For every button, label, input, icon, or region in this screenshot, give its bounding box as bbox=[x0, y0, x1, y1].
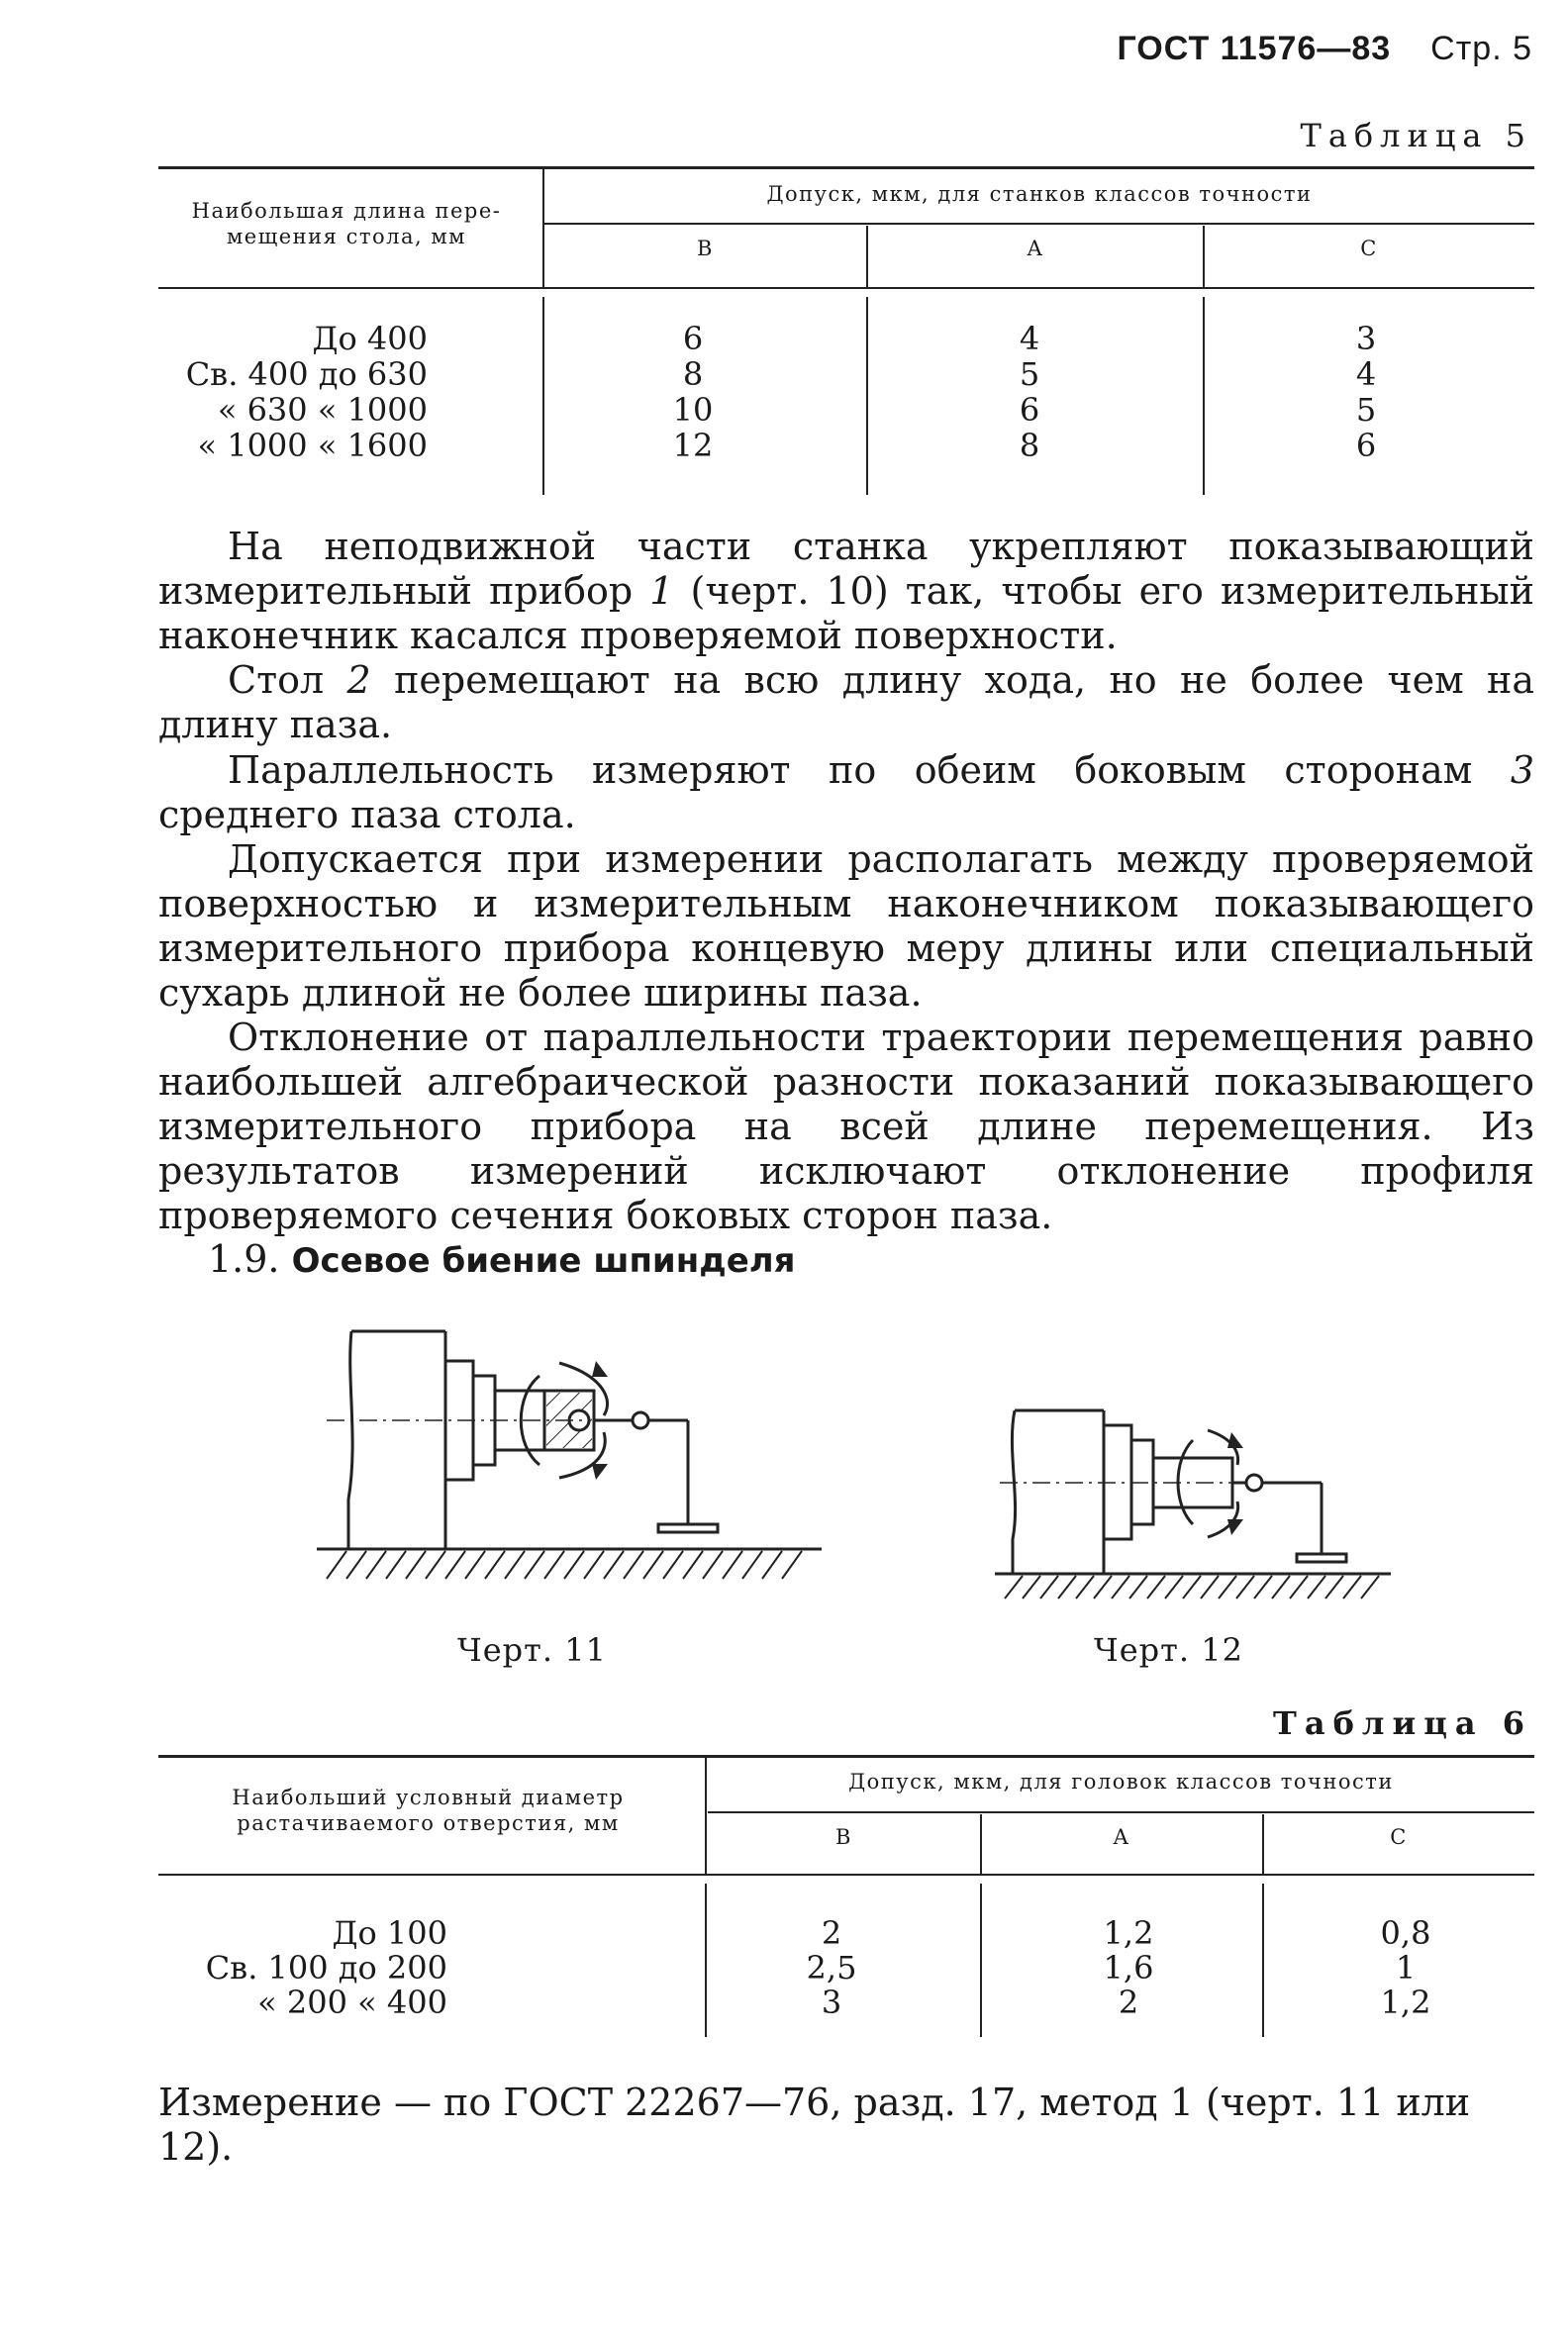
paragraph: Отклонение от параллельности траектории перемещения равно наибольшей алгебраической разности показаний показывающего измерительного прибора на всей длине перемещения. Из результатов измерений исключают отклонение профиля проверяемого сечения боковых сторон паза. bbox=[158, 1016, 1534, 1237]
value-a: 6 bbox=[1019, 391, 1040, 429]
figure-12-drawing bbox=[995, 1391, 1411, 1618]
value-b: 3 bbox=[821, 1984, 842, 2021]
section-title: Осевое биение шпинделя bbox=[291, 1241, 796, 1281]
table-6-group-header: Допуск, мкм, для головок классов точности bbox=[848, 1770, 1394, 1794]
section-heading bbox=[208, 1237, 796, 1281]
figure-11-drawing bbox=[317, 1321, 832, 1608]
page-number: Стр. 5 bbox=[1430, 30, 1532, 67]
table-6-col1-header: Наибольший условный диаметр растачиваемого отверстия, мм bbox=[232, 1786, 625, 1835]
table-5-class-a: А bbox=[1027, 237, 1044, 260]
paragraph: Стол 2 перемещают на всю длину хода, но не более чем на длину паза. bbox=[158, 658, 1534, 746]
table-6-class-a: А bbox=[1113, 1825, 1130, 1849]
row-range: Св. 400 до 630 bbox=[185, 355, 428, 393]
row-range: До 100 bbox=[332, 1914, 447, 1952]
value-b: 6 bbox=[682, 320, 704, 357]
row-range: До 400 bbox=[312, 320, 428, 357]
value-b: 10 bbox=[672, 391, 714, 429]
value-a: 5 bbox=[1019, 355, 1040, 393]
value-c: 5 bbox=[1355, 391, 1377, 429]
paragraph: На неподвижной части станка укрепляют показывающий измерительный прибор 1 (черт. 10) так, чтобы его измерительный наконечник касался проверяемой поверхности. bbox=[158, 525, 1534, 657]
table-5-caption: Таблица 5 bbox=[1300, 117, 1532, 154]
figure-12-caption: Черт. 12 bbox=[1094, 1631, 1243, 1669]
table-6-caption: Таблица 6 bbox=[1273, 1704, 1532, 1742]
value-c: 6 bbox=[1355, 427, 1377, 464]
table-5-col1-header: Наибольшая длина пере-мещения стола, мм bbox=[191, 199, 502, 248]
figure-11-caption: Черт. 11 bbox=[457, 1631, 607, 1669]
row-range: « 1000 « 1600 bbox=[197, 427, 428, 464]
row-range: Св. 100 до 200 bbox=[205, 1949, 447, 1987]
table-6-class-b: В bbox=[835, 1825, 852, 1849]
table-5-class-c: С bbox=[1360, 237, 1378, 260]
value-a: 2 bbox=[1118, 1984, 1139, 2021]
value-b: 2,5 bbox=[806, 1949, 857, 1987]
value-c: 0,8 bbox=[1380, 1914, 1431, 1952]
value-c: 4 bbox=[1355, 355, 1377, 393]
value-a: 8 bbox=[1019, 427, 1040, 464]
table-5-class-b: В bbox=[697, 237, 714, 260]
row-range: « 630 « 1000 bbox=[217, 391, 428, 429]
value-b: 8 bbox=[682, 355, 704, 393]
paragraph: Допускается при измерении располагать между проверяемой поверхностью и измерительным наконечником показывающего измерительного прибора концевую меру длины или специальный сухарь длиной не более ширины паза. bbox=[158, 837, 1534, 1015]
row-range: « 200 « 400 bbox=[257, 1984, 447, 2021]
table-5-group-header: Допуск, мкм, для станков классов точности bbox=[766, 182, 1313, 206]
table-6-class-c: С bbox=[1390, 1825, 1408, 1849]
paragraph: Параллельность измеряют по обеим боковым сторонам 3 среднего паза стола. bbox=[158, 748, 1534, 836]
value-c: 1 bbox=[1395, 1949, 1417, 1987]
value-a: 1,2 bbox=[1103, 1914, 1154, 1952]
value-a: 4 bbox=[1019, 320, 1040, 357]
value-a: 1,6 bbox=[1103, 1949, 1154, 1987]
value-b: 2 bbox=[821, 1914, 842, 1952]
standard-number: ГОСТ 11576—83 bbox=[1117, 30, 1392, 67]
value-c: 1,2 bbox=[1380, 1984, 1431, 2021]
value-b: 12 bbox=[672, 427, 714, 464]
measurement-note: Измерение — по ГОСТ 22267—76, разд. 17, метод 1 (черт. 11 или 12). bbox=[158, 2081, 1471, 2169]
section-number: 1.9. bbox=[208, 1237, 280, 1281]
page-header bbox=[1117, 30, 1532, 68]
value-c: 3 bbox=[1355, 320, 1377, 357]
